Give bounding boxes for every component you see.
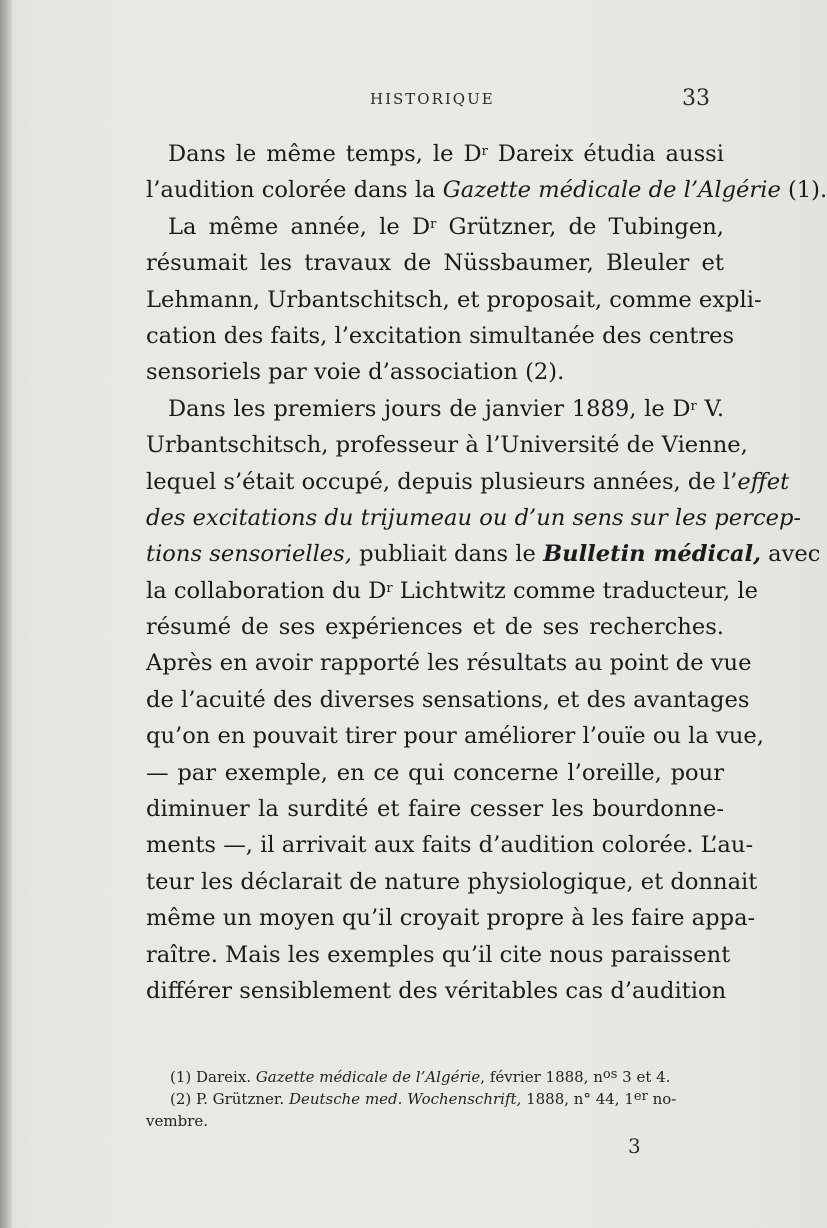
body-text-segment: résumé de ses expériences et de ses recherches. [146, 614, 724, 641]
body-line [146, 827, 754, 863]
body-text-segment: Dareix étudia aussi [487, 141, 724, 167]
footnote-text-segment: , février 1888, n [480, 1068, 603, 1086]
footnote-text-segment: Deutsche med. Wochenschrift, [288, 1090, 522, 1108]
body-line [146, 354, 724, 390]
footnote-text-segment: os [602, 1067, 618, 1082]
footnote-text-segment: vembre. [146, 1112, 208, 1130]
body-line [146, 464, 790, 500]
body-line [146, 245, 724, 281]
body-line [146, 755, 724, 791]
body-text-segment: Après en avoir rapporté les résultats au point de vue [146, 650, 752, 677]
footnote-text-segment: no- [647, 1090, 677, 1108]
footnote-text-segment: (2) P. Grützner. [170, 1090, 289, 1108]
body-text-segment: Grützner, de Tubingen, [436, 213, 724, 240]
footnote-line [146, 1110, 726, 1132]
body-text-segment: (1). [780, 177, 827, 204]
body-text-segment: publiait dans le [351, 541, 544, 568]
signature-mark: 3 [628, 1134, 641, 1158]
body-text-segment: r [690, 398, 697, 414]
body-text [146, 136, 827, 1009]
body-line [146, 682, 750, 718]
body-line [146, 500, 802, 536]
body-text-segment: lequel s’était occupé, depuis plusieurs années, de l’ [146, 468, 738, 495]
body-text-segment: effet [737, 468, 790, 495]
body-text-segment: Dans les premiers jours de janvier 1889, le D [168, 395, 691, 422]
footnote-line [146, 1066, 726, 1088]
body-text-segment: La même année, le D [168, 213, 431, 240]
body-line [146, 209, 724, 245]
body-text-segment: cation des faits, l’excitation simultanée des centres [146, 322, 735, 349]
body-text-segment: sensoriels par voie d’association (2). [146, 359, 565, 386]
body-line [146, 282, 762, 318]
body-text-segment: Lehmann, Urbantschitsch, et proposait, comme expli- [146, 286, 762, 313]
footnote-line [146, 1088, 726, 1110]
body-text-segment: tions sensorielles, [146, 541, 352, 568]
running-title: HISTORIQUE [370, 90, 495, 108]
body-line [146, 391, 724, 427]
body-line [146, 573, 758, 609]
body-line [146, 318, 735, 354]
body-line [146, 427, 748, 463]
body-line [146, 791, 724, 827]
body-line [146, 864, 758, 900]
body-text-segment: la collaboration du D [146, 577, 387, 604]
body-text-segment: Urbantschitsch, professeur à l’Université de Vienne, [146, 432, 748, 459]
body-text-segment: l’audition colorée dans la [146, 177, 443, 204]
page-number: 33 [682, 86, 710, 111]
body-text-segment: Lichtwitz comme traducteur, le [392, 577, 758, 604]
body-text-segment: teur les déclarait de nature physiologique, et donnait [146, 868, 758, 895]
body-line [146, 937, 731, 973]
body-text-segment: r [481, 144, 488, 159]
page-binding-shadow [0, 0, 12, 1228]
footnotes [146, 1066, 726, 1132]
footnote-text-segment: er [633, 1089, 648, 1104]
body-text-segment: r [386, 580, 393, 596]
body-line [146, 136, 724, 172]
body-text-segment: Bulletin médical, [543, 541, 761, 568]
body-line [146, 900, 756, 936]
body-text-segment: de l’acuité des diverses sensations, et des avantages [146, 686, 750, 713]
body-text-segment: qu’on en pouvait tirer pour améliorer l’ouïe ou la vue, [146, 723, 764, 750]
body-line [146, 536, 821, 572]
footnote-text-segment: Gazette médicale de l’Algérie [255, 1068, 481, 1086]
body-text-segment: raître. Mais les exemples qu’il cite nous paraissent [146, 941, 731, 968]
body-text-segment: Dans le même temps, le D [168, 141, 482, 167]
footnote-text-segment: 3 et 4. [617, 1068, 671, 1086]
body-line [146, 718, 764, 754]
body-text-segment: même un moyen qu’il croyait propre à les faire appa- [146, 905, 756, 932]
body-text-segment: diminuer la surdité et faire cesser les bourdonne- [146, 796, 724, 823]
body-text-segment: ments —, il arrivait aux faits d’audition colorée. L’au- [146, 832, 754, 859]
body-text-segment: résumait les travaux de Nüssbaumer, Bleuler et [146, 250, 724, 277]
body-text-segment: — par exemple, en ce qui concerne l’oreille, pour [146, 759, 724, 786]
footnote-text-segment: (1) Dareix. [170, 1068, 256, 1086]
body-line [146, 645, 752, 681]
body-line [146, 172, 827, 208]
footnote-text-segment: 1888, n° 44, 1 [521, 1090, 634, 1108]
body-text-segment: des excitations du trijumeau ou d’un sens sur les percep- [146, 504, 802, 531]
body-line [146, 609, 724, 645]
body-line [146, 973, 727, 1009]
body-text-segment: r [430, 216, 437, 232]
body-text-segment: Gazette médicale de l’Algérie [442, 177, 781, 204]
body-text-segment: V. [696, 395, 724, 422]
body-text-segment: avec [760, 541, 821, 568]
body-text-segment: différer sensiblement des véritables cas d’audition [146, 977, 727, 1004]
